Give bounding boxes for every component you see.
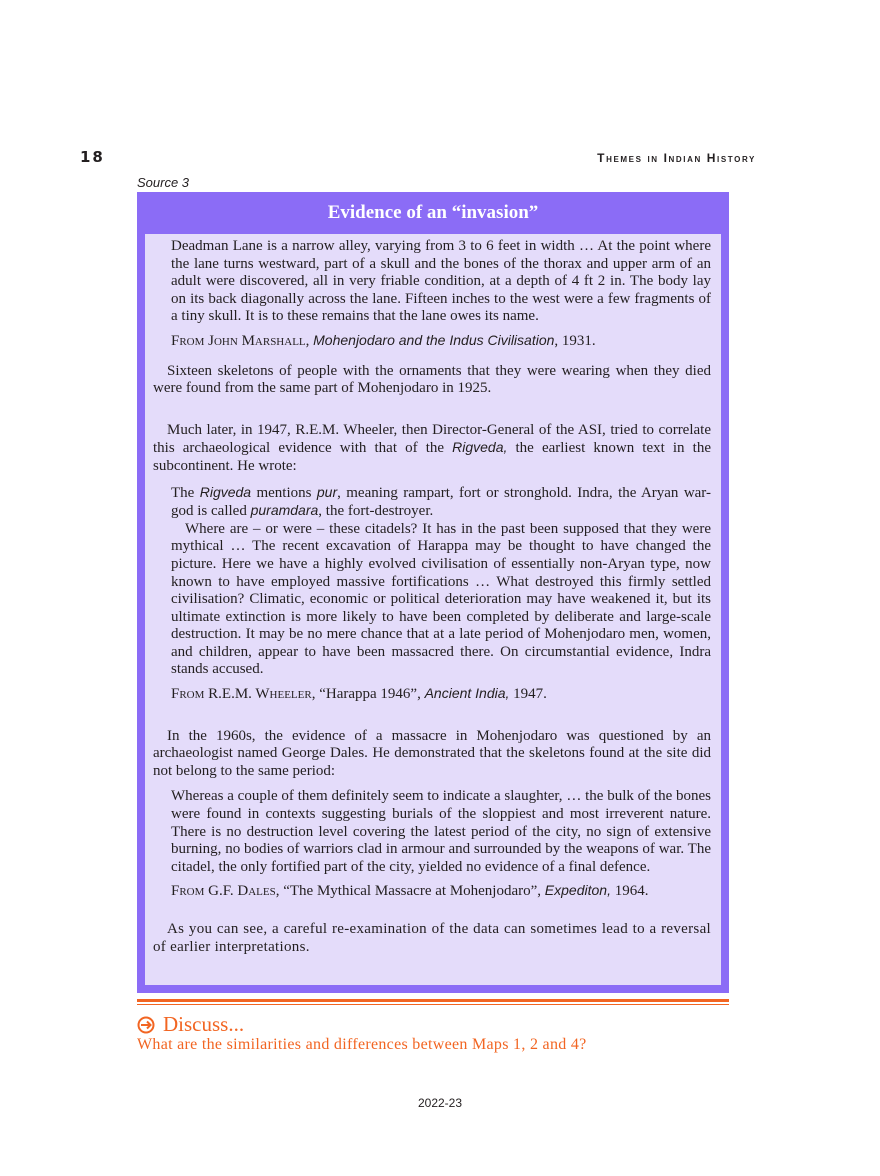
credit-wheeler [153, 685, 711, 704]
credit-dales-mid: , “The Mythical Massacre at Mohenjodaro”, [275, 883, 545, 900]
discuss-question: What are the similarities and differences between Maps 1, 2 and 4? [137, 1036, 587, 1053]
credit-marshall-title: Mohenjodaro and the Indus Civilisation [313, 331, 555, 348]
box-title-bar [137, 192, 729, 234]
q2-t3: , meaning rampart, fort or stronghold. Indra, the Aryan war-god is called [171, 484, 712, 520]
credit-wheeler-mid: , “Harappa 1946”, [311, 686, 425, 703]
box-body [145, 234, 721, 985]
credit-dales-title: Expediton, [544, 882, 611, 899]
discuss-section [137, 1012, 244, 1037]
source-label: Source 3 [137, 175, 190, 190]
page-number: 18 [80, 148, 105, 166]
wheeler-intro-rigveda: Rigveda, [452, 439, 508, 456]
credit-dales [153, 882, 711, 901]
edition-year: 2022-23 [417, 1096, 463, 1110]
credit-marshall-sep: , [305, 332, 314, 349]
divider-thin [137, 1004, 729, 1005]
quote-marshall [153, 238, 711, 326]
q2-rigveda: Rigveda [199, 483, 252, 500]
quote-dales [153, 788, 711, 876]
credit-wheeler-author: From R.E.M. Wheeler [171, 686, 312, 703]
quote-wheeler-line1 [171, 484, 711, 521]
paragraph-dales-intro: In the 1960s, the evidence of a massacre in Mohenjodaro was questioned by an archaeologist named George Dales. He demonstrated that the skeletons found at the site did not belong to the same period: [153, 727, 711, 779]
q2-t2: mentions [251, 484, 317, 501]
quote-wheeler [153, 484, 711, 680]
credit-wheeler-year: 1947. [509, 686, 547, 703]
wheeler-intro-after: the earliest known text in the subcontinent. He wrote: [153, 440, 711, 474]
arrow-circle-icon [137, 1016, 155, 1034]
running-head: Themes in Indian History [597, 151, 756, 165]
q2-t4: , the fort-destroyer. [318, 503, 434, 520]
credit-marshall-author: From John Marshall [171, 332, 306, 349]
box-title: Evidence of an “invasion” [327, 202, 539, 223]
divider-thick [137, 999, 729, 1002]
credit-dales-year: 1964. [610, 883, 649, 900]
q2-puramdara: puramdara [250, 502, 319, 519]
credit-dales-author: From G.F. Dales [171, 883, 276, 900]
wheeler-intro-before: Much later, in 1947, R.E.M. Wheeler, then Director-General of the ASI, tried to correlate this archaeological evidence with that of the [153, 421, 711, 457]
quote-dales-text: Whereas a couple of them definitely seem to indicate a slaughter, … the bulk of the bones were found in contexts suggesting burials of the sloppiest and most irreverent nature. There is no destruction level covering the latest period of the city, no sign of extensive burning, no bodies of warriors clad in armour and surrounded by the weapons of war. The citadel, the only fortified part of the city, yielded no evidence of a final defence. [171, 788, 711, 875]
credit-marshall-year: , 1931. [554, 332, 596, 349]
quote-wheeler-body: Where are – or were – these citadels? It has in the past been supposed that they were mythical … The recent excavation of Harappa may be thought to have changed the picture. Here we have a highly evolved civilisation of essentially non-Aryan type, now known to have employed massive fortifications … What destroyed this firmly settled civilisation? Climatic, economic or political deterioration may have weakened it, but its ultimate extinction is more likely to have been completed by deliberate and large-scale destruction. It may be no mere chance that at a late period of Mohenjodaro men, women, and children, appear to have been massacred there. On circumstantial evidence, Indra stands accused. [171, 520, 711, 678]
credit-wheeler-title: Ancient India, [424, 685, 510, 702]
quote-marshall-text: Deadman Lane is a narrow alley, varying from 3 to 6 feet in width … At the point where the lane turns westward, part of a skull and the bones of the thorax and upper arm of an adult were discovered, all in very friable condition, at a depth of 4 ft 2 in. The body lay on its back diagonally across the lane. Fifteen inches to the west were a few fragments of a tiny skull. It is to these remains that the lane owes its name. [171, 238, 711, 325]
credit-marshall [153, 332, 711, 351]
q2-t1: The [171, 484, 200, 501]
source-box [137, 192, 729, 993]
paragraph-wheeler-intro [153, 422, 711, 476]
paragraph-conclusion: As you can see, a careful re-examination of the data can sometimes lead to a reversal of earlier interpretations. [153, 921, 711, 955]
box-content [153, 234, 711, 956]
paragraph-skeletons: Sixteen skeletons of people with the ornaments that they were wearing when they died were found from the same part of Mohenjodaro in 1925. [153, 362, 711, 397]
q2-pur: pur [316, 483, 338, 500]
discuss-heading: Discuss... [163, 1012, 245, 1036]
